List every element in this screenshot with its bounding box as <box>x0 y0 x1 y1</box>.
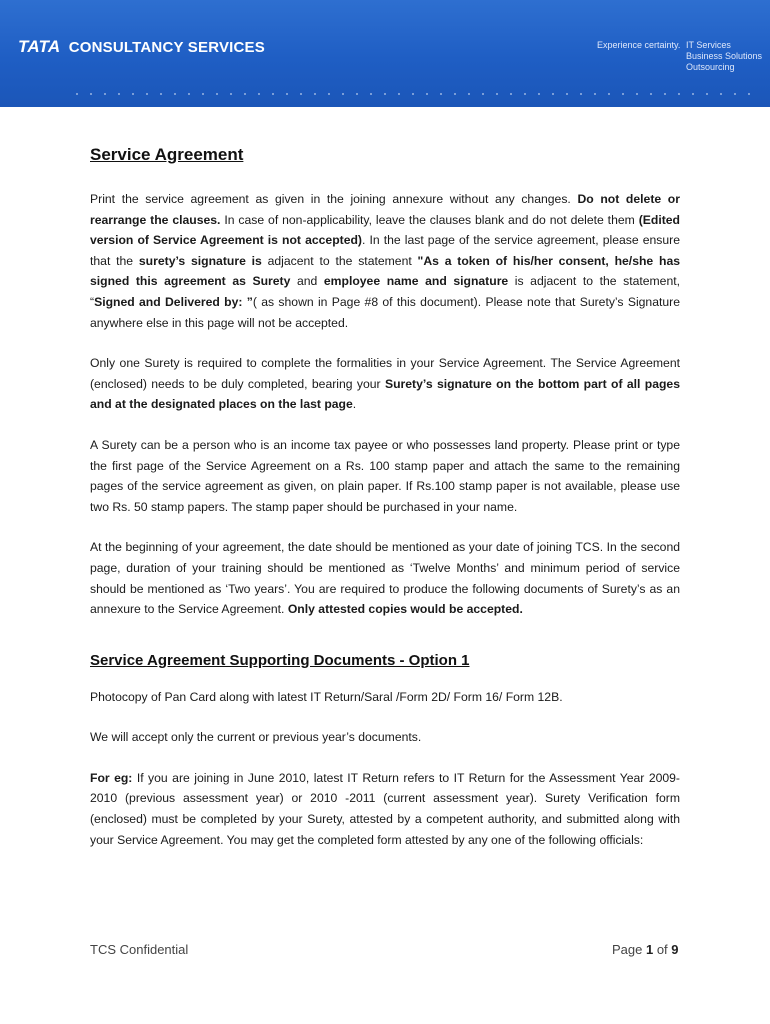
document-body <box>90 145 680 870</box>
text-run: adjacent to the statement <box>261 253 418 268</box>
text-run: Photocopy of Pan Card along with latest IT Return/Saral /Form 2D/ Form 16/ Form 12B. <box>90 689 563 704</box>
paragraph <box>90 353 680 415</box>
logo-tata: TATA <box>18 37 61 56</box>
service-item: Outsourcing <box>686 62 735 72</box>
text-run: At the beginning of your agreement, the date should be mentioned as your date of joining TCS. In the second page, duration of your training should be mentioned as ‘Twelve Months’ and minimum period of service should be mentioned as ‘Two years’. You are required to produce the following documents of Surety’s as an annexure to the Service Agreement. <box>90 540 680 617</box>
bold-text: (Edited version of Service Agreement is not accepted) <box>90 212 680 248</box>
bold-text: Signed and Delivered by: ” <box>94 294 253 309</box>
page-prefix: Page <box>612 942 646 957</box>
text-run: Only one Surety is required to complete the formalities in your Service Agreement. The Service Agreement (enclosed) needs to be duly completed, bearing your <box>90 356 680 391</box>
logo-company-name: CONSULTANCY SERVICES <box>68 39 265 56</box>
text-run: In case of non-applicability, leave the clauses blank and do not delete them <box>220 212 639 227</box>
bold-text: Surety’s signature on the bottom part of all pages and at the designated places on the last page <box>90 376 680 412</box>
current-page: 1 <box>645 942 654 957</box>
paragraph <box>90 687 680 708</box>
paragraph <box>90 768 680 850</box>
bold-text: employee name and signature <box>323 274 509 289</box>
bold-text: For eg: <box>90 770 133 785</box>
header-banner <box>0 0 770 107</box>
text-run: A Surety can be a person who is an income tax payee or who possesses land property. Please print or type the first page of the Service Agreement on a Rs. 100 stamp paper and attach the same to the remaining pages of the service agreement as given, on plain paper. If Rs.100 stamp paper is not available, please use two Rs. 50 stamp papers. The stamp paper should be purchased in your name. <box>90 437 680 514</box>
paragraph <box>90 727 680 748</box>
text-run: If you are joining in June 2010, latest IT Return refers to IT Return for the Assessment Year 2009-2010 (previous assessment year) or 2010 -2011 (current assessment year). Surety Verification form (enclosed) must be completed by your Surety, attested by a competent authority, and submitted along with your Service Agreement. You may get the completed form attested by any one of the following officials: <box>90 770 680 847</box>
text-run: . <box>352 397 357 412</box>
banner-dots-decoration <box>70 93 760 95</box>
text-run: Print the service agreement as given in the joining annexure without any changes. <box>90 192 578 206</box>
paragraph <box>90 189 680 333</box>
services-list <box>686 40 762 73</box>
service-item: Business Solutions <box>686 51 763 61</box>
footer-confidential: TCS Confidential <box>90 942 189 957</box>
page-of: of <box>653 942 672 957</box>
page-title: Service Agreement <box>90 145 244 164</box>
text-run: ( as shown in Page #8 of this document). Please note that Surety’s Signature anywhere else in this page will not be accepted. <box>90 294 680 330</box>
bold-text: "As a token of his/her consent, he/she has signed this agreement as Surety <box>90 253 681 289</box>
paragraph <box>90 435 680 517</box>
bold-text: Do not delete or rearrange the clauses. <box>90 192 680 227</box>
total-pages: 9 <box>671 942 679 957</box>
text-run: is adjacent to the statement, “ <box>90 274 680 309</box>
text-run: . In the last page of the service agreement, please ensure that the <box>90 233 680 268</box>
text-run: We will accept only the current or previous year’s documents. <box>90 730 422 745</box>
text-run: and <box>290 274 324 289</box>
tcs-logo <box>18 37 265 57</box>
service-item: IT Services <box>686 40 731 50</box>
bold-text: surety’s signature is <box>138 253 262 268</box>
tagline: Experience certainty. <box>597 40 681 50</box>
page-number <box>612 942 679 957</box>
bold-text: Only attested copies would be accepted. <box>287 602 523 617</box>
paragraph <box>90 537 680 619</box>
section-title: Service Agreement Supporting Documents - Option 1 <box>90 651 470 669</box>
